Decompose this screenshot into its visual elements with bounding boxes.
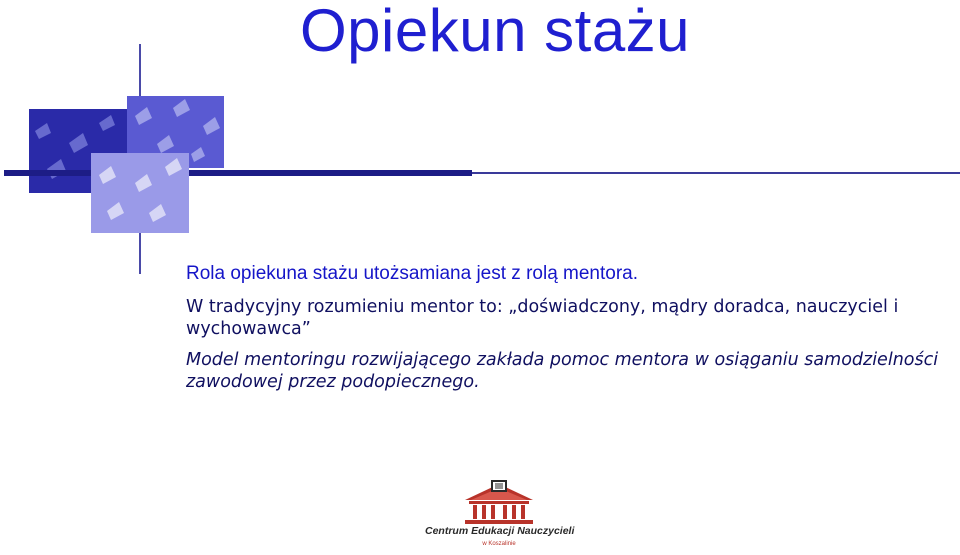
logo-subtitle: w Koszalinie [482, 541, 516, 547]
paragraph-mentor-definition: W tradycyjny rozumieniu mentor to: „doświadczony, mądry doradca, nauczyciel i wychowawca” [186, 297, 899, 339]
paragraph-role: Rola opiekuna stażu utożsamiana jest z rolą mentora. [186, 263, 639, 284]
paragraph-mentoring-model: Model mentoringu rozwijającego zakłada pomoc mentora w osiąganiu samodzielności zawodowej przez podopiecznego. [186, 350, 939, 392]
logo-name: Centrum Edukacji Nauczycieli [425, 525, 575, 537]
decorative-horizontal-line-thin [472, 172, 960, 174]
decorative-horizontal-line [4, 170, 472, 176]
slide-body [186, 262, 946, 393]
decorative-logo-tile-light [91, 153, 189, 233]
building-icon [425, 478, 573, 526]
cen-logo [425, 478, 573, 555]
slide-title: Opiekun stażu [300, 0, 691, 64]
